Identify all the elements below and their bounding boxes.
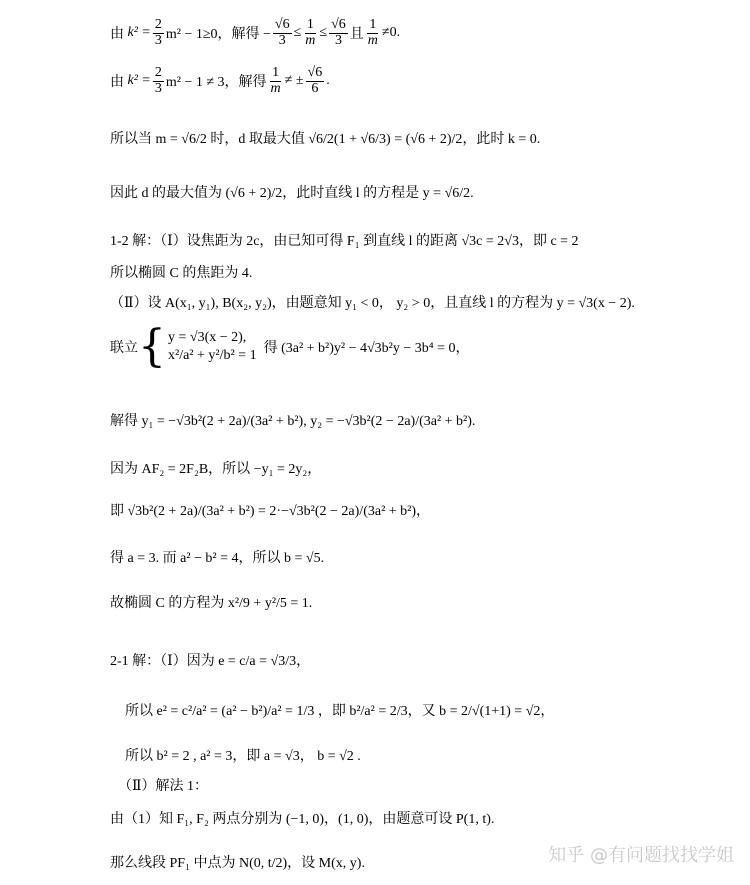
equation-system: [168, 330, 257, 364]
den: m: [305, 32, 316, 48]
den: m: [270, 80, 281, 96]
brace-icon: {: [138, 321, 166, 372]
num: 1: [306, 17, 314, 32]
num: √6: [331, 17, 346, 32]
math-line-13: 故椭圆 C 的方程为 x²/9 + y²/5 = 1.: [110, 596, 313, 611]
text: k² =: [127, 73, 151, 89]
num: 2: [154, 17, 162, 32]
text: ≠ ±: [284, 73, 304, 89]
den: 3: [154, 32, 162, 48]
math-line-11: 即 √3b²(2 + 2a)/(3a² + b²) = 2·−√3b²(2 − 2a)/(3a² + b²)，: [110, 504, 431, 519]
fraction: [273, 18, 292, 48]
text: 由: [110, 27, 124, 43]
den: m: [367, 32, 378, 48]
math-line-3: 所以当 m = √6/2 时，d 取最大值 √6/2(1 + √6/3) = (√6 + 2)/2，此时 k = 0.: [110, 132, 541, 147]
text: ≤: [293, 25, 302, 41]
math-line-15: 所以 e² = c²/a² = (a² − b²)/a² = 1/3 ，即 b²/a² = 2/3，又 b = 2/√(1+1) = √2，: [125, 704, 555, 719]
num: 1: [272, 65, 280, 80]
watermark: 知乎 @有问题找找学姐: [548, 845, 734, 866]
num: 2: [154, 65, 162, 80]
fraction: [306, 66, 325, 96]
den: 3: [334, 32, 342, 48]
math-line-19: 那么线段 PF₁ 中点为 N(0, t/2)，设 M(x, y).: [110, 856, 365, 871]
text: m² − 1≥0，解得 −: [165, 27, 271, 43]
den: 3: [154, 80, 162, 96]
math-line-8: [110, 321, 470, 372]
num: √6: [274, 17, 290, 32]
text: k² =: [127, 25, 151, 41]
math-line-2: 由 k² = $\frac{2}{3}$ m² − 1 ≠ 3，解得 $\frac{1}{m}$ ≠ ± $\frac{√6}{6}$ .: [110, 65, 330, 96]
math-line-10: 因为 AF₂ = 2F₂B，所以 −y₁ = 2y₂，: [110, 462, 322, 477]
math-line-7: （Ⅱ）设 A(x₁, y₁), B(x₂, y₂)，由题意知 y₁ < 0， y₂ > 0，且直线 l 的方程为 y = √3(x − 2).: [110, 296, 635, 311]
fraction: [269, 66, 283, 96]
math-line-9: 解得 y₁ = −√3b²(2 + 2a)/(3a² + b²), y₂ = −√3b²(2 − 2a)/(3a² + b²).: [110, 414, 476, 429]
fraction: [366, 18, 380, 48]
math-line-12: 得 a = 3. 而 a² − b² = 4，所以 b = √5.: [110, 551, 325, 566]
math-line-17: （Ⅱ）解法 1：: [118, 779, 209, 794]
equation: x²/a² + y²/b² = 1: [168, 348, 257, 363]
math-line-18: 由（1）知 F₁, F₂ 两点分别为 (−1, 0)，(1, 0)，由题意可设 P(1, t).: [110, 812, 495, 827]
text: 且: [349, 27, 364, 43]
math-line-4: 因此 d 的最大值为 (√6 + 2)/2，此时直线 l 的方程是 y = √6/2.: [110, 186, 474, 201]
fraction: [329, 18, 348, 48]
math-line-5: 1-2 解：（Ⅰ）设焦距为 2c，由已知可得 F₁ 到直线 l 的距离 √3c = 2√3，即 c = 2: [110, 234, 579, 249]
text: ≠0.: [381, 25, 401, 41]
den: 6: [311, 80, 319, 96]
fraction: [303, 18, 317, 48]
den: 3: [278, 32, 286, 48]
text: 联立: [110, 341, 138, 356]
fraction: [153, 18, 164, 48]
text: m² − 1 ≠ 3，解得: [165, 75, 267, 91]
math-line-1: [110, 18, 400, 48]
math-line-6: 所以椭圆 C 的焦距为 4.: [110, 266, 253, 281]
num: 1: [369, 17, 377, 32]
text: ≤: [319, 25, 328, 41]
math-line-16: 所以 b² = 2 , a² = 3，即 a = √3， b = √2 .: [125, 749, 361, 764]
text: 由: [110, 75, 124, 91]
fraction: [153, 66, 164, 96]
math-line-14: 2-1 解：（Ⅰ）因为 e = c/a = √3/3，: [110, 654, 311, 669]
equation: y = √3(x − 2),: [168, 330, 247, 345]
num: √6: [307, 65, 323, 80]
text: 得 (3a² + b²)y² − 4√3b²y − 3b⁴ = 0，: [263, 341, 470, 356]
